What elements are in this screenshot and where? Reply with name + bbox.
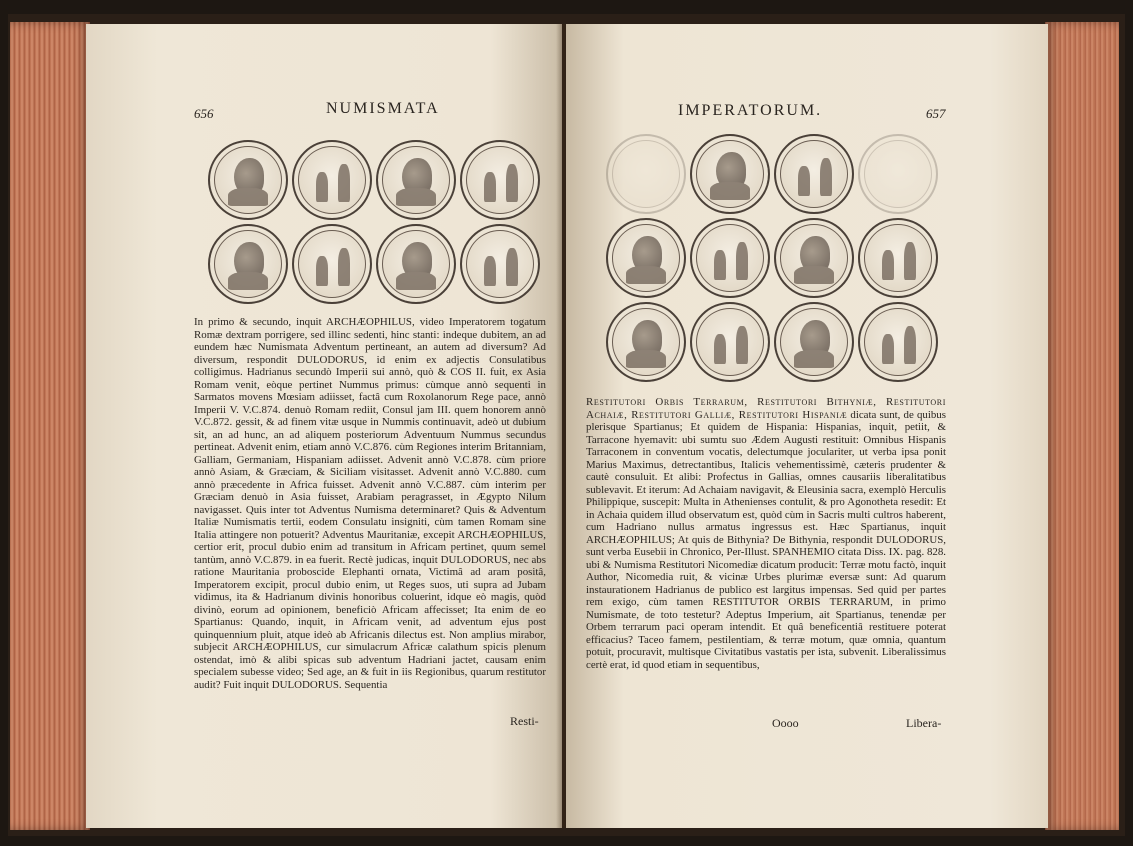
coin-reverse xyxy=(460,224,540,304)
coin-obverse xyxy=(774,302,854,382)
page-number: 656 xyxy=(194,106,214,121)
left-page xyxy=(86,24,562,828)
coin-reverse xyxy=(858,218,938,298)
coin-ghost xyxy=(858,134,938,214)
body-paragraph: dicata sunt, de quibus plerisque Spartianus; Et quidem de Hispania: Hispanias, inquit, petiit, & Tarracone hyemavit: ubi sumtu suo Ædem Augusti restituit: Omnibus Hispanis Tarraconem in conventum vocatis, delectumque joculariter, ut verba ipsa ponit Marius Maximus, detrectantibus, Italicis vehementissimè, cæteris prudenter & cautè consuluit. Et alibi: Profectus in Gallias, omnes causariis liberalitatibus sublevavit. Et iterum: Ad Achaiam navigavit, & Eleusinia sacra, exemplò Herculis Philippique, suscepit: Multa in Athenienses contulit, & pro Agonotheta resedit: Et in Achaia quidem illud observatum est, quòd cùm in Sacris multi cultros haberent, cum Hadriano nullus armatus ingressus est. Hæc Spartianus, inquit ARCHÆOPHILUS; At quis de Bithynia? De Bithynia, respondit DULODORUS, sunt verba Eusebii in Chronico, Per-Illust. SPANHEMIO citata Diss. IX. pag. 828. ubi & Numisma Restitutori Nicomediæ dicatum producit: Terræ motu factò, inquit Author, Nicomedia ruit, & vicinæ Urbes plurimæ eversæ sunt: Ad quarum instaurationem Hadrianus de publico est largitus impensas. Sed quid per partes rem exigo, cùm tamen RESTITUTOR ORBIS TERRARUM, in primo Numismate, de toto testetur? Adeptus Imperium, ait Spartianus, tenendæ per Orbem terrarum paci operam intendit. Et quâ beneficentiâ restituere poterat efficacius? Taceo famem, pestilentiam, & terræ motum, quæ omnia, quantum potuit, procuravit, multisque Civitatibus vastatis per ista, subvenit. Liberalissimus certè erat, id quod etiam in sequentibus, xyxy=(586,408,946,671)
running-head: NUMISMATA xyxy=(326,100,440,117)
coin-plate xyxy=(208,140,540,304)
coin-obverse xyxy=(208,140,288,220)
coin-obverse xyxy=(774,218,854,298)
right-page xyxy=(566,24,1048,828)
coin-reverse xyxy=(774,134,854,214)
coin-obverse xyxy=(208,224,288,304)
coin-obverse xyxy=(376,140,456,220)
body-text-block xyxy=(586,396,946,671)
coin-ghost xyxy=(606,134,686,214)
coin-reverse xyxy=(292,224,372,304)
coin-plate xyxy=(606,134,938,382)
coin-reverse xyxy=(690,218,770,298)
running-head: IMPERATORUM. xyxy=(678,102,823,119)
page-number: 657 xyxy=(926,106,946,121)
page-edges-left xyxy=(10,22,90,830)
page-edges-right xyxy=(1045,22,1119,830)
body-paragraph: In primo & secundo, inquit ARCHÆOPHILUS, video Imperatorem togatum Romæ dextram porrigere, sed illinc sedenti, hinc stanti: indeque dubitem, an ad eundem hæc Numismata Adventum pertineant, an autem ad diversum? Ad diversum, respondit DULODORUS, id enim ex adjectis Consulatibus colligimus. Hadrianus secundò Imperii sui annò, quò & COS II. fuit, ex Asia Romam venit, eòque pertinet Nummus primus: cùmque annò sequenti in Sarmatos movens Mœsiam adiisset, factâ cum Roxolanorum Rege pace, annò Imperii V. V.C.874. denuò Romam rediit, Consul jam III. quem honorem annò V.C.872. gessit, & ad finem vitæ usque in Nummis continuavit, adeò ut dubium sit, an ad hunc, an ad aliquem posteriorum Adventuum Nummus secundus pertineat. Advenit enim, etiam annò V.C.876. cùm Regiones interim Britanniam, Galliam, Germaniam, Hispaniam adiisset. Advenit annò V.C.878. cùm priore annò Asiam, & Græciam, & Siciliam visitasset. Advenit annò V.C.880. cum annò præcedente in Africa fuisset. Advenit annò V.C.887. cùm interim per Græciam denuò in Asia fuisset, Arabiam peragrasset, in Ægypto Nilum navigasset. Quis inter tot Adventus Numisma determinaret? Quis & Adventum Italiæ Numismatis tertii, eodem Consulatu insigniti, cùm tamen Romam sine Italia attingere non potuerit? Adventus Mauritaniæ, excepit ARCHÆOPHILUS, certior erit, procul dubio enim ad transitum in Africam pertinet, quum semel tantùm, annò V.C.879. in ea fuerit. Rectè judicas, inquit DULODORUS, nec abs ratione Mauritania proboscide Elephanti ornata, Victimâ ad aram positâ, Imperatorem excipit, procul dubio enim, ut Reges suos, uti supra ad Jubam vidimus, ita & Hadrianum divinis honoribus coluerint, idque eò magis, quòd divinò, eorum ad opinionem, beneficiò Africam affecisset; Ita enim de eo Spartianus: Quando, inquit, in Africam venit, ad adventum ejus post quinquennium pluit, atque ideò ab Africanis dilectus est. Non amplius mirabor, subjecit ARCHÆOPHILUS, cur simulacrum Africæ calathum spicis plenum ostendat, imò & alibi spicas sub adventum Hadriani jactet, causam enim specialem subesse video; Sed age, an & fuit in iis Regionibus, quarum restitutor audit? Fuit inquit DULODORUS. Sequentia xyxy=(194,316,546,691)
coin-obverse xyxy=(376,224,456,304)
signature-mark: Oooo xyxy=(772,716,799,730)
coin-reverse xyxy=(292,140,372,220)
coin-obverse xyxy=(606,218,686,298)
coin-obverse xyxy=(606,302,686,382)
coin-caption: Restitutori Orbis Terrarum, Restitutori Bithyniæ, Restitutori Achaiæ, Restitutori Galliæ, Restitutori Hispaniæ xyxy=(586,396,946,421)
coin-reverse xyxy=(858,302,938,382)
coin-obverse xyxy=(690,134,770,214)
catchword: Libera- xyxy=(906,716,942,730)
catchword: Resti- xyxy=(510,714,539,728)
coin-reverse xyxy=(460,140,540,220)
coin-reverse xyxy=(690,302,770,382)
